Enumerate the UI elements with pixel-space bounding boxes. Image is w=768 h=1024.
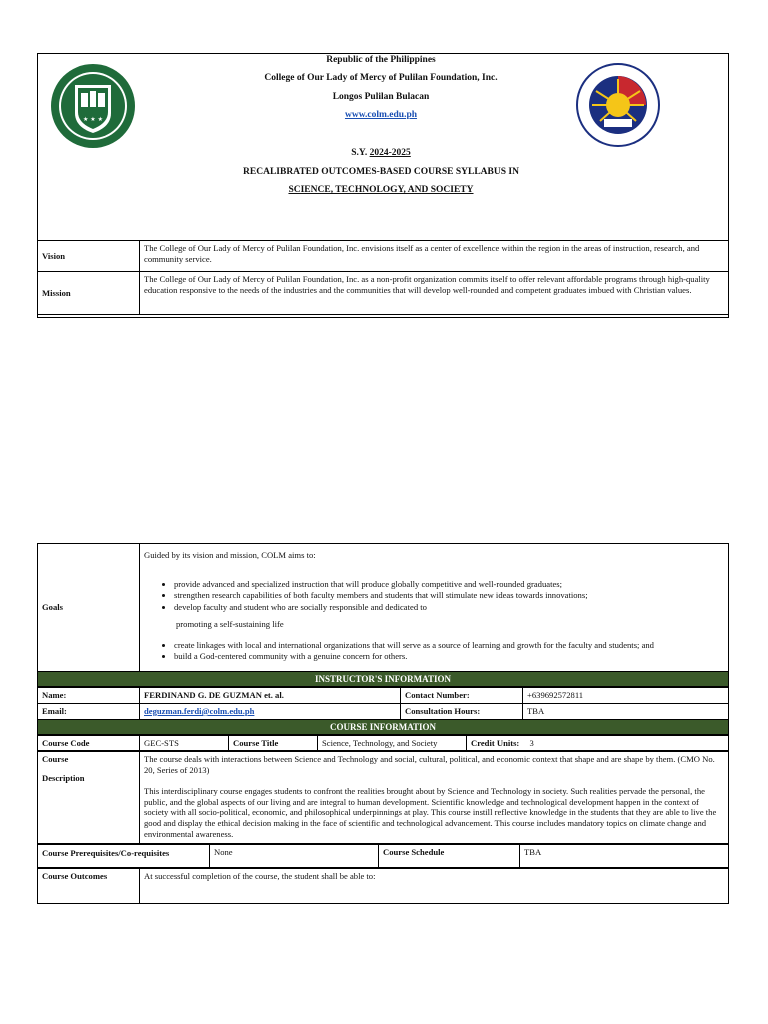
vision-mission-table — [37, 240, 729, 315]
name-value: FERDINAND G. DE GUZMAN et. al. — [140, 688, 401, 704]
goals-item: • provide advanced and specialized instruction that will produce globally competitive and well-rounded graduates; — [174, 579, 724, 590]
schedule-value: TBA — [520, 845, 729, 868]
instructor-email-row — [38, 703, 729, 719]
sy-prefix: S.Y. — [351, 148, 370, 158]
course-name-title: SCIENCE, TECHNOLOGY, AND SOCIETY — [288, 185, 474, 195]
email-label: Email: — [38, 703, 140, 719]
desc-paragraph-2: This interdisciplinary course engages students to confront the realities brought about by Science and Technology in society. Such realities pervade the personal, the public, and the global aspects of our living and are integral to human development. Scientific knowledge and technological development happen in the context of society with all socio-political, economic, and philosophical underpinnings at play. This course instill reflective knowledge in the students that they are able to live the good and display the ethical decision making in the face of scientific and technological advancement. This course includes mandatory topics on climate change and environmental awareness. — [144, 785, 717, 839]
course-title-label: Course Title — [229, 735, 318, 751]
header-school-year — [140, 148, 622, 158]
contact-value: +639692572811 — [523, 688, 729, 704]
course-code-row — [38, 735, 729, 751]
outcomes-row — [38, 869, 729, 904]
header-website-wrap — [140, 110, 622, 120]
outcomes-text: At successful completion of the course, the student shall be able to: — [140, 869, 729, 904]
vision-row — [38, 241, 729, 272]
goals-content — [140, 544, 729, 672]
consult-value: TBA — [523, 703, 729, 719]
svg-text:★ ★ ★: ★ ★ ★ — [83, 116, 103, 123]
course-code-value: GEC-STS — [140, 735, 229, 751]
credit-units-cell — [467, 735, 729, 751]
name-label: Name: — [38, 688, 140, 704]
outcomes-label: Course Outcomes — [38, 869, 140, 904]
header-address: Longos Pulilan Bulacan — [332, 92, 430, 102]
prereq-label: Course Prerequisites/Co-requisites — [38, 845, 210, 868]
email-link[interactable]: deguzman.ferdi@colm.edu.ph — [144, 705, 255, 716]
prereq-value: None — [210, 845, 379, 868]
goals-row — [38, 544, 729, 672]
goals-continuation: promoting a self-sustaining life — [176, 618, 284, 629]
course-code-label: Course Code — [38, 735, 140, 751]
mission-label: Mission — [38, 272, 140, 315]
vision-label: Vision — [38, 241, 140, 272]
course-description-label — [38, 752, 140, 844]
credit-units-label: Credit Units: — [471, 737, 520, 748]
syllabus-details — [37, 543, 729, 904]
syllabus-title: RECALIBRATED OUTCOMES-BASED COURSE SYLLABUS IN — [243, 167, 519, 177]
website-link[interactable]: www.colm.edu.ph — [344, 110, 418, 120]
instructor-name-row — [38, 688, 729, 704]
credit-units-value: 3 — [529, 737, 534, 748]
course-description-text — [140, 752, 729, 844]
desc-label-line1: Course — [42, 754, 69, 765]
sy-value: 2024-2025 — [369, 148, 411, 158]
desc-paragraph-1: The course deals with interactions between Science and Technology and social, cultural, political, and economic context that shape and are shape by them. (CMO No. 20, Series of 2013) — [144, 754, 715, 776]
course-section-header: COURSE INFORMATION — [37, 720, 729, 735]
instructor-section-header: INSTRUCTOR'S INFORMATION — [37, 672, 729, 687]
header-republic: Republic of the Philippines — [326, 55, 436, 65]
goals-intro: Guided by its vision and mission, COLM aims to: — [144, 550, 316, 560]
college-seal-logo — [50, 63, 136, 149]
goals-list-2 — [144, 640, 724, 662]
goals-item: • build a God-centered community with a genuine concern for others. — [174, 651, 724, 662]
goals-item: • strengthen research capabilities of both faculty members and students that will stimulate new ideas towards innovations; — [174, 590, 724, 601]
contact-label: Contact Number: — [401, 688, 523, 704]
goals-list — [144, 579, 724, 613]
mission-row — [38, 272, 729, 315]
prereq-row — [38, 845, 729, 868]
course-description-row — [38, 752, 729, 844]
course-title-value: Science, Technology, and Society — [318, 735, 467, 751]
consult-label: Consultation Hours: — [401, 703, 523, 719]
mission-text: The College of Our Lady of Mercy of Pulilan Foundation, Inc. as a non-profit organization commits itself to offer relevant affordable programs through high-quality education responsive to the needs of the industries and the communities that will develop well-rounded and competent graduates imbued with Christian values. — [140, 272, 729, 315]
desc-label-line2: Description — [42, 773, 85, 784]
goals-item: • develop faculty and student who are socially responsible and dedicated to — [174, 602, 724, 613]
goals-item: • create linkages with local and international organizations that will serve as a source of learning and growth for the faculty and students; and — [174, 640, 724, 651]
vision-text: The College of Our Lady of Mercy of Pulilan Foundation, Inc. envisions itself as a center of excellence within the region in the areas of instruction, research, and community service. — [140, 241, 729, 272]
schedule-label: Course Schedule — [379, 845, 520, 868]
goals-label: Goals — [38, 544, 140, 672]
header-college-name: College of Our Lady of Mercy of Pulilan Foundation, Inc. — [264, 73, 498, 83]
